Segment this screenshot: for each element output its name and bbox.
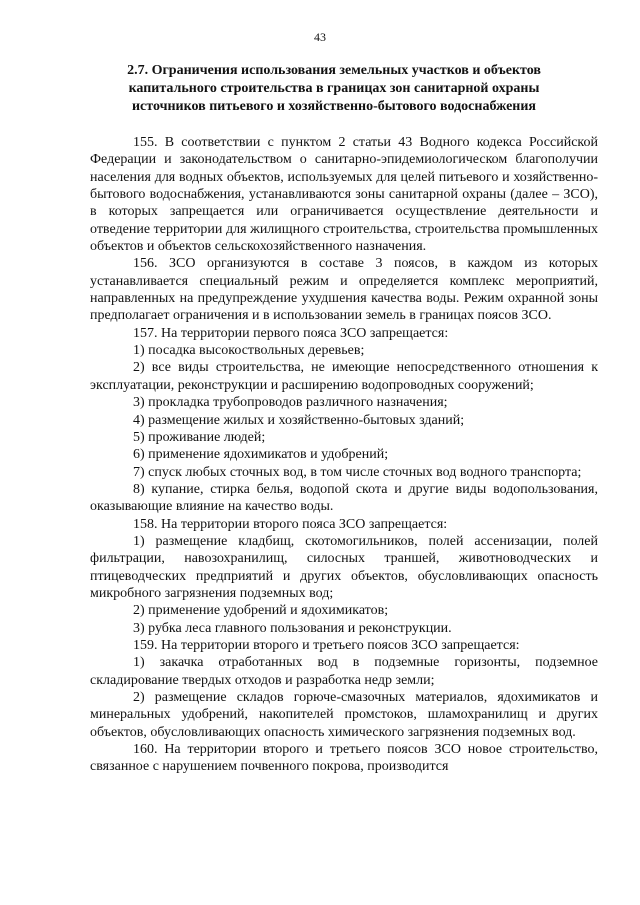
list-item: 8) купание, стирка белья, водопой скота и другие виды водопользования, оказывающие влияние на качество воды. — [90, 481, 598, 515]
list-item: 2) применение удобрений и ядохимикатов; — [133, 603, 389, 619]
heading-line: 2.7. Ограничения использования земельных участков и объектов — [127, 63, 541, 78]
list-item: 4) размещение жилых и хозяйственно-бытовых зданий; — [133, 412, 465, 428]
list-item: 1) посадка высокоствольных деревьев; — [133, 343, 365, 359]
document-body — [90, 134, 598, 776]
list-item: 2) все виды строительства, не имеющие непосредственного отношения к эксплуатации, реконструкции и расширению водопроводных сооружений; — [90, 360, 598, 393]
heading-line: источников питьевого и хозяйственно-бытового водоснабжения — [131, 99, 536, 114]
paragraph-157: 157. На территории первого пояса ЗСО запрещается: — [133, 325, 449, 341]
list-item: 6) применение ядохимикатов и удобрений; — [133, 447, 389, 463]
paragraph-156: 156. ЗСО организуются в составе 3 поясов, в каждом из которых устанавливается специальный режим и определяется комплекс мероприятий, направленных на предупреждение ухудшения качества воды. Режим охранной зоны предполагает ограничения и в использовании земель в границах поясов ЗСО. — [90, 256, 598, 324]
list-item: 1) закачка отработанных вод в подземные горизонты, подземное складирование твердых отходов и разработка недр земли; — [90, 655, 598, 688]
paragraph-159: 159. На территории второго и третьего поясов ЗСО запрещается: — [133, 637, 520, 653]
paragraph-158: 158. На территории второго пояса ЗСО запрещается: — [133, 516, 448, 532]
section-heading — [104, 62, 564, 116]
list-item: 1) размещение кладбищ, скотомогильников, полей ассенизации, полей фильтрации, навозохранилищ, силосных траншей, животноводческих и птицеводческих предприятий и других объектов, обусловливающих опасность микробного загрязнения подземных вод; — [90, 533, 598, 601]
paragraph-160: 160. На территории второго и третьего поясов ЗСО новое строительство, связанное с нарушением почвенного покрова, производится — [90, 742, 598, 775]
page-number: 43 — [314, 30, 326, 44]
list-item: 3) прокладка трубопроводов различного назначения; — [133, 395, 448, 411]
list-item: 5) проживание людей; — [133, 429, 266, 445]
list-item: 3) рубка леса главного пользования и реконструкции. — [133, 620, 452, 636]
list-item: 7) спуск любых сточных вод, в том числе сточных вод водного транспорта; — [133, 464, 582, 480]
list-item: 2) размещение складов горюче-смазочных материалов, ядохимикатов и минеральных удобрений, накопителей промстоков, шламохранилищ и других объектов, обусловливающих опасность химического загрязнения подземных вод. — [90, 690, 598, 740]
paragraph-155: 155. В соответствии с пунктом 2 статьи 43 Водного кодекса Российской Федерации и законодательством о санитарно-эпидемиологическом благополучии населения для водных объектов, используемых для целей питьевого и хозяйственно-бытового водоснабжения, устанавливаются зоны санитарной охраны (далее – ЗСО), в которых запрещается или ограничивается осуществление деятельности и отведение территории для жилищного строительства, строительства промышленных объектов и объектов сельскохозяйственного назначения. — [90, 135, 598, 255]
heading-line: капитального строительства в границах зон санитарной охраны — [128, 81, 540, 96]
